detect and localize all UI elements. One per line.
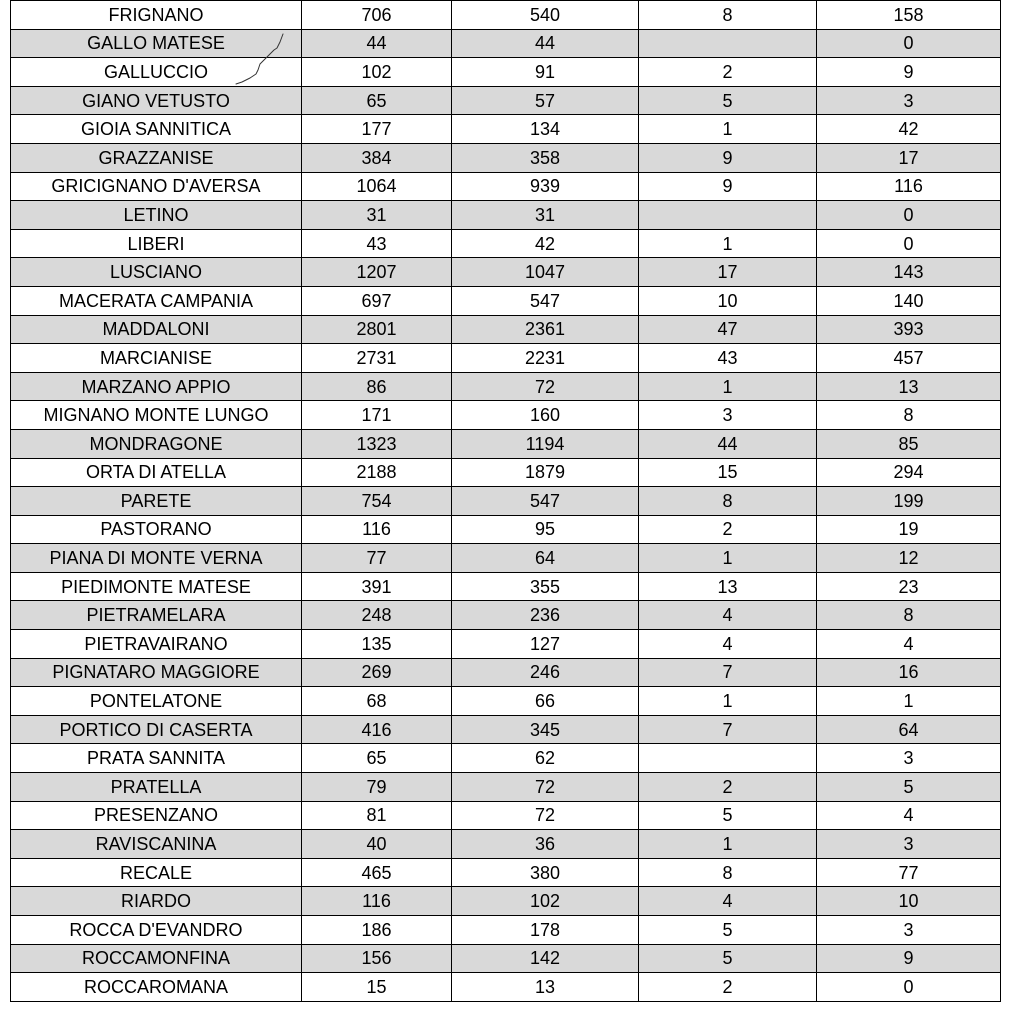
value-col-4-cell: 8 — [817, 401, 1001, 430]
table-row — [11, 658, 1001, 687]
municipality-name-cell: MACERATA CAMPANIA — [11, 286, 302, 315]
table-row — [11, 830, 1001, 859]
table-row — [11, 515, 1001, 544]
table-row — [11, 286, 1001, 315]
table-row — [11, 973, 1001, 1002]
value-col-2-cell: 1047 — [452, 258, 639, 287]
value-col-4-cell: 19 — [817, 515, 1001, 544]
value-col-1-cell: 65 — [302, 744, 452, 773]
value-col-4-cell: 0 — [817, 201, 1001, 230]
value-col-2-cell: 2361 — [452, 315, 639, 344]
municipality-name-cell: PIEDIMONTE MATESE — [11, 572, 302, 601]
table-row — [11, 258, 1001, 287]
value-col-2-cell: 13 — [452, 973, 639, 1002]
value-col-2-cell: 246 — [452, 658, 639, 687]
value-col-3-cell: 5 — [639, 916, 817, 945]
municipality-name-cell: FRIGNANO — [11, 1, 302, 30]
value-col-2-cell: 72 — [452, 372, 639, 401]
municipality-name-cell: ORTA DI ATELLA — [11, 458, 302, 487]
value-col-3-cell: 15 — [639, 458, 817, 487]
value-col-2-cell: 62 — [452, 744, 639, 773]
municipality-name-cell: LUSCIANO — [11, 258, 302, 287]
value-col-4-cell: 294 — [817, 458, 1001, 487]
value-col-2-cell: 64 — [452, 544, 639, 573]
value-col-1-cell: 269 — [302, 658, 452, 687]
table-row — [11, 544, 1001, 573]
table-row — [11, 944, 1001, 973]
municipality-name-cell: MONDRAGONE — [11, 429, 302, 458]
value-col-1-cell: 40 — [302, 830, 452, 859]
value-col-4-cell: 10 — [817, 887, 1001, 916]
table-row — [11, 601, 1001, 630]
value-col-4-cell: 42 — [817, 115, 1001, 144]
table-row — [11, 744, 1001, 773]
municipality-name-cell: GIANO VETUSTO — [11, 86, 302, 115]
municipality-name-cell: PASTORANO — [11, 515, 302, 544]
value-col-3-cell: 5 — [639, 944, 817, 973]
value-col-4-cell: 1 — [817, 687, 1001, 716]
value-col-1-cell: 416 — [302, 715, 452, 744]
value-col-3-cell — [639, 744, 817, 773]
value-col-1-cell: 706 — [302, 1, 452, 30]
value-col-2-cell: 134 — [452, 115, 639, 144]
value-col-2-cell: 547 — [452, 487, 639, 516]
value-col-1-cell: 79 — [302, 773, 452, 802]
value-col-1-cell: 81 — [302, 801, 452, 830]
table-body — [11, 1, 1001, 1002]
value-col-2-cell: 236 — [452, 601, 639, 630]
value-col-2-cell: 355 — [452, 572, 639, 601]
municipality-name-cell: PRESENZANO — [11, 801, 302, 830]
municipality-name-cell: PIETRAVAIRANO — [11, 630, 302, 659]
value-col-1-cell: 1064 — [302, 172, 452, 201]
value-col-1-cell: 2731 — [302, 344, 452, 373]
municipality-name-cell: MIGNANO MONTE LUNGO — [11, 401, 302, 430]
table-row — [11, 887, 1001, 916]
value-col-3-cell: 43 — [639, 344, 817, 373]
value-col-4-cell: 140 — [817, 286, 1001, 315]
value-col-4-cell: 85 — [817, 429, 1001, 458]
value-col-3-cell: 8 — [639, 858, 817, 887]
table-row — [11, 916, 1001, 945]
value-col-1-cell: 186 — [302, 916, 452, 945]
table-row — [11, 858, 1001, 887]
municipality-name-cell: ROCCAROMANA — [11, 973, 302, 1002]
value-col-4-cell: 4 — [817, 801, 1001, 830]
table-row — [11, 773, 1001, 802]
value-col-3-cell: 4 — [639, 887, 817, 916]
value-col-3-cell: 44 — [639, 429, 817, 458]
municipality-name-cell: RAVISCANINA — [11, 830, 302, 859]
value-col-4-cell: 143 — [817, 258, 1001, 287]
value-col-2-cell: 66 — [452, 687, 639, 716]
value-col-4-cell: 16 — [817, 658, 1001, 687]
value-col-3-cell: 2 — [639, 515, 817, 544]
value-col-1-cell: 116 — [302, 887, 452, 916]
table-row — [11, 344, 1001, 373]
value-col-1-cell: 68 — [302, 687, 452, 716]
municipality-name-cell: GRAZZANISE — [11, 143, 302, 172]
value-col-3-cell: 13 — [639, 572, 817, 601]
value-col-3-cell: 8 — [639, 1, 817, 30]
value-col-2-cell: 95 — [452, 515, 639, 544]
value-col-3-cell: 47 — [639, 315, 817, 344]
municipality-name-cell: PRATELLA — [11, 773, 302, 802]
value-col-3-cell: 10 — [639, 286, 817, 315]
value-col-2-cell: 36 — [452, 830, 639, 859]
data-table-container — [10, 0, 1000, 1002]
value-col-3-cell: 1 — [639, 115, 817, 144]
municipality-name-cell: PONTELATONE — [11, 687, 302, 716]
value-col-1-cell: 15 — [302, 973, 452, 1002]
municipality-name-cell: GALLO MATESE — [11, 29, 302, 58]
value-col-2-cell: 72 — [452, 801, 639, 830]
value-col-1-cell: 391 — [302, 572, 452, 601]
value-col-1-cell: 465 — [302, 858, 452, 887]
table-row — [11, 201, 1001, 230]
value-col-2-cell: 127 — [452, 630, 639, 659]
table-row — [11, 630, 1001, 659]
value-col-4-cell: 5 — [817, 773, 1001, 802]
municipality-name-cell: PARETE — [11, 487, 302, 516]
municipality-name-cell: PRATA SANNITA — [11, 744, 302, 773]
value-col-2-cell: 31 — [452, 201, 639, 230]
value-col-1-cell: 135 — [302, 630, 452, 659]
value-col-1-cell: 86 — [302, 372, 452, 401]
municipality-name-cell: MARZANO APPIO — [11, 372, 302, 401]
value-col-3-cell: 7 — [639, 658, 817, 687]
value-col-2-cell: 160 — [452, 401, 639, 430]
municipality-name-cell: GALLUCCIO — [11, 58, 302, 87]
value-col-3-cell: 2 — [639, 973, 817, 1002]
value-col-2-cell: 540 — [452, 1, 639, 30]
value-col-1-cell: 248 — [302, 601, 452, 630]
value-col-4-cell: 9 — [817, 944, 1001, 973]
municipality-name-cell: PORTICO DI CASERTA — [11, 715, 302, 744]
value-col-4-cell: 3 — [817, 86, 1001, 115]
table-row — [11, 172, 1001, 201]
table-row — [11, 572, 1001, 601]
value-col-2-cell: 102 — [452, 887, 639, 916]
value-col-2-cell: 91 — [452, 58, 639, 87]
value-col-4-cell: 116 — [817, 172, 1001, 201]
value-col-3-cell: 1 — [639, 830, 817, 859]
value-col-4-cell: 77 — [817, 858, 1001, 887]
municipality-name-cell: ROCCAMONFINA — [11, 944, 302, 973]
table-row — [11, 229, 1001, 258]
value-col-1-cell: 156 — [302, 944, 452, 973]
value-col-1-cell: 116 — [302, 515, 452, 544]
value-col-4-cell: 158 — [817, 1, 1001, 30]
value-col-1-cell: 2801 — [302, 315, 452, 344]
value-col-2-cell: 939 — [452, 172, 639, 201]
value-col-1-cell: 384 — [302, 143, 452, 172]
municipality-name-cell: PIGNATARO MAGGIORE — [11, 658, 302, 687]
municipality-name-cell: GIOIA SANNITICA — [11, 115, 302, 144]
value-col-1-cell: 171 — [302, 401, 452, 430]
value-col-1-cell: 43 — [302, 229, 452, 258]
table-row — [11, 458, 1001, 487]
municipality-name-cell: MARCIANISE — [11, 344, 302, 373]
municipality-name-cell: PIANA DI MONTE VERNA — [11, 544, 302, 573]
value-col-3-cell: 1 — [639, 687, 817, 716]
value-col-3-cell: 2 — [639, 58, 817, 87]
municipality-name-cell: LETINO — [11, 201, 302, 230]
value-col-2-cell: 142 — [452, 944, 639, 973]
municipality-name-cell: LIBERI — [11, 229, 302, 258]
value-col-2-cell: 72 — [452, 773, 639, 802]
value-col-1-cell: 44 — [302, 29, 452, 58]
value-col-1-cell: 177 — [302, 115, 452, 144]
municipality-name-cell: ROCCA D'EVANDRO — [11, 916, 302, 945]
value-col-1-cell: 102 — [302, 58, 452, 87]
value-col-3-cell: 4 — [639, 601, 817, 630]
table-row — [11, 1, 1001, 30]
value-col-4-cell: 8 — [817, 601, 1001, 630]
value-col-3-cell: 5 — [639, 801, 817, 830]
municipality-name-cell: PIETRAMELARA — [11, 601, 302, 630]
table-row — [11, 29, 1001, 58]
value-col-3-cell: 4 — [639, 630, 817, 659]
municipality-name-cell: MADDALONI — [11, 315, 302, 344]
value-col-1-cell: 754 — [302, 487, 452, 516]
table-row — [11, 801, 1001, 830]
table-row — [11, 143, 1001, 172]
table-row — [11, 715, 1001, 744]
table-row — [11, 86, 1001, 115]
value-col-3-cell: 5 — [639, 86, 817, 115]
value-col-4-cell: 4 — [817, 630, 1001, 659]
table-row — [11, 115, 1001, 144]
table-row — [11, 429, 1001, 458]
value-col-3-cell — [639, 29, 817, 58]
value-col-4-cell: 0 — [817, 229, 1001, 258]
value-col-4-cell: 393 — [817, 315, 1001, 344]
value-col-2-cell: 380 — [452, 858, 639, 887]
value-col-3-cell: 2 — [639, 773, 817, 802]
table-row — [11, 372, 1001, 401]
table-row — [11, 58, 1001, 87]
value-col-4-cell: 17 — [817, 143, 1001, 172]
value-col-2-cell: 358 — [452, 143, 639, 172]
value-col-2-cell: 547 — [452, 286, 639, 315]
value-col-2-cell: 42 — [452, 229, 639, 258]
value-col-3-cell: 1 — [639, 229, 817, 258]
value-col-3-cell: 7 — [639, 715, 817, 744]
value-col-4-cell: 0 — [817, 29, 1001, 58]
value-col-4-cell: 3 — [817, 830, 1001, 859]
value-col-2-cell: 2231 — [452, 344, 639, 373]
value-col-4-cell: 23 — [817, 572, 1001, 601]
value-col-2-cell: 57 — [452, 86, 639, 115]
value-col-1-cell: 77 — [302, 544, 452, 573]
value-col-1-cell: 65 — [302, 86, 452, 115]
table-row — [11, 315, 1001, 344]
value-col-4-cell: 3 — [817, 744, 1001, 773]
table-row — [11, 487, 1001, 516]
value-col-2-cell: 345 — [452, 715, 639, 744]
value-col-2-cell: 178 — [452, 916, 639, 945]
value-col-3-cell: 9 — [639, 172, 817, 201]
value-col-1-cell: 1323 — [302, 429, 452, 458]
value-col-3-cell: 1 — [639, 372, 817, 401]
value-col-3-cell: 17 — [639, 258, 817, 287]
municipality-name-cell: GRICIGNANO D'AVERSA — [11, 172, 302, 201]
table-row — [11, 687, 1001, 716]
value-col-3-cell: 1 — [639, 544, 817, 573]
value-col-4-cell: 3 — [817, 916, 1001, 945]
value-col-4-cell: 457 — [817, 344, 1001, 373]
value-col-4-cell: 9 — [817, 58, 1001, 87]
table-row — [11, 401, 1001, 430]
value-col-3-cell — [639, 201, 817, 230]
value-col-2-cell: 1879 — [452, 458, 639, 487]
value-col-1-cell: 31 — [302, 201, 452, 230]
municipality-name-cell: RIARDO — [11, 887, 302, 916]
value-col-1-cell: 697 — [302, 286, 452, 315]
value-col-2-cell: 44 — [452, 29, 639, 58]
municipality-table — [10, 0, 1001, 1002]
value-col-3-cell: 8 — [639, 487, 817, 516]
value-col-4-cell: 199 — [817, 487, 1001, 516]
value-col-3-cell: 9 — [639, 143, 817, 172]
value-col-1-cell: 2188 — [302, 458, 452, 487]
value-col-4-cell: 64 — [817, 715, 1001, 744]
value-col-4-cell: 0 — [817, 973, 1001, 1002]
value-col-2-cell: 1194 — [452, 429, 639, 458]
value-col-4-cell: 12 — [817, 544, 1001, 573]
value-col-1-cell: 1207 — [302, 258, 452, 287]
value-col-3-cell: 3 — [639, 401, 817, 430]
municipality-name-cell: RECALE — [11, 858, 302, 887]
value-col-4-cell: 13 — [817, 372, 1001, 401]
